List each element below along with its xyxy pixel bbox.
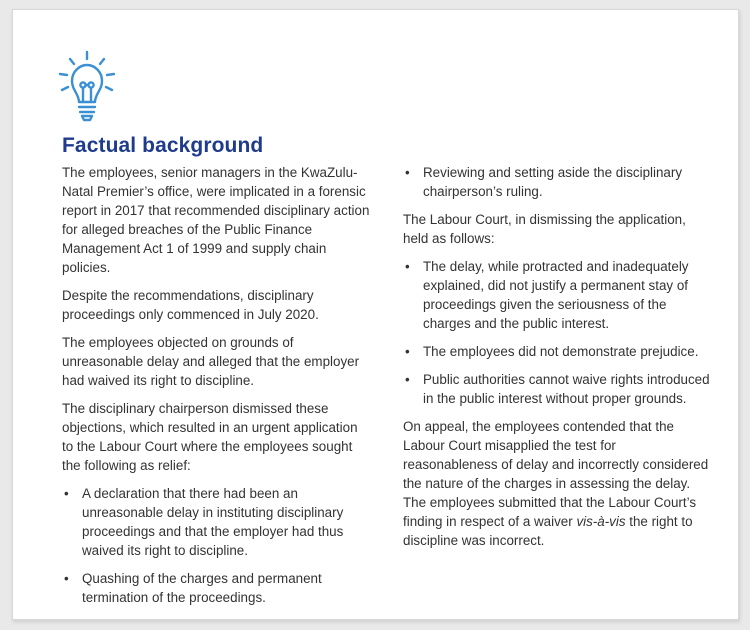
appeal-text-part2: the right to discipline was incorrect. xyxy=(403,514,693,548)
left-column xyxy=(62,163,372,616)
section-heading: Factual background xyxy=(62,134,264,157)
bullet-icon: • xyxy=(405,259,410,274)
paragraph-commencement: Despite the recommendations, disciplinary proceedings only commenced in July 2020. xyxy=(62,288,319,322)
list-item xyxy=(62,484,372,560)
bullet-icon: • xyxy=(405,344,410,359)
list-item xyxy=(62,569,372,607)
list-item-text: The delay, while protracted and inadequately explained, did not justify a permanent stay of proceedings given the seriousness of the charges and the public interest. xyxy=(423,259,689,331)
list-item xyxy=(403,342,713,361)
content-card xyxy=(12,9,739,620)
lightbulb-icon xyxy=(57,50,117,122)
appeal-text-emphasis: vis-à-vis xyxy=(576,514,626,529)
bullet-icon: • xyxy=(64,486,69,501)
paragraph-labour-court: The Labour Court, in dismissing the application, held as follows: xyxy=(403,212,686,246)
paragraph-background: The employees, senior managers in the KwaZulu-Natal Premier’s office, were implicated in a forensic report in 2017 that recommended disciplinary action for alleged breaches of the Public Finance Management Act 1 of 1999 and supply chain policies. xyxy=(62,165,370,275)
bullet-icon: • xyxy=(64,571,69,586)
list-item xyxy=(403,257,713,333)
list-item-text: The employees did not demonstrate prejudice. xyxy=(423,344,699,359)
right-column xyxy=(403,163,713,559)
list-item-text: A declaration that there had been an unreasonable delay in instituting disciplinary proceedings and that the employer had thus waived its right to discipline. xyxy=(82,486,344,558)
list-item-text: Reviewing and setting aside the disciplinary chairperson’s ruling. xyxy=(423,165,683,199)
list-item xyxy=(403,163,713,201)
list-item xyxy=(403,370,713,408)
list-item-text: Quashing of the charges and permanent termination of the proceedings. xyxy=(82,571,322,605)
paragraph-objection: The employees objected on grounds of unreasonable delay and alleged that the employer had waived its right to discipline. xyxy=(62,335,360,388)
paragraph-chairperson: The disciplinary chairperson dismissed these objections, which resulted in an urgent application to the Labour Court where the employees sought the following as relief: xyxy=(62,401,358,473)
bullet-icon: • xyxy=(405,165,410,180)
paragraph-appeal xyxy=(403,417,713,550)
appeal-text-part1: On appeal, the employees contended that the Labour Court misapplied the test for reasonableness of delay and incorrectly considered the nature of the charges in assessing the delay. The employees submitted that the Labour Court’s finding in respect of a waiver xyxy=(403,419,709,529)
list-item-text: Public authorities cannot waive rights introduced in the public interest without proper grounds. xyxy=(423,372,710,406)
bullet-icon: • xyxy=(405,372,410,387)
